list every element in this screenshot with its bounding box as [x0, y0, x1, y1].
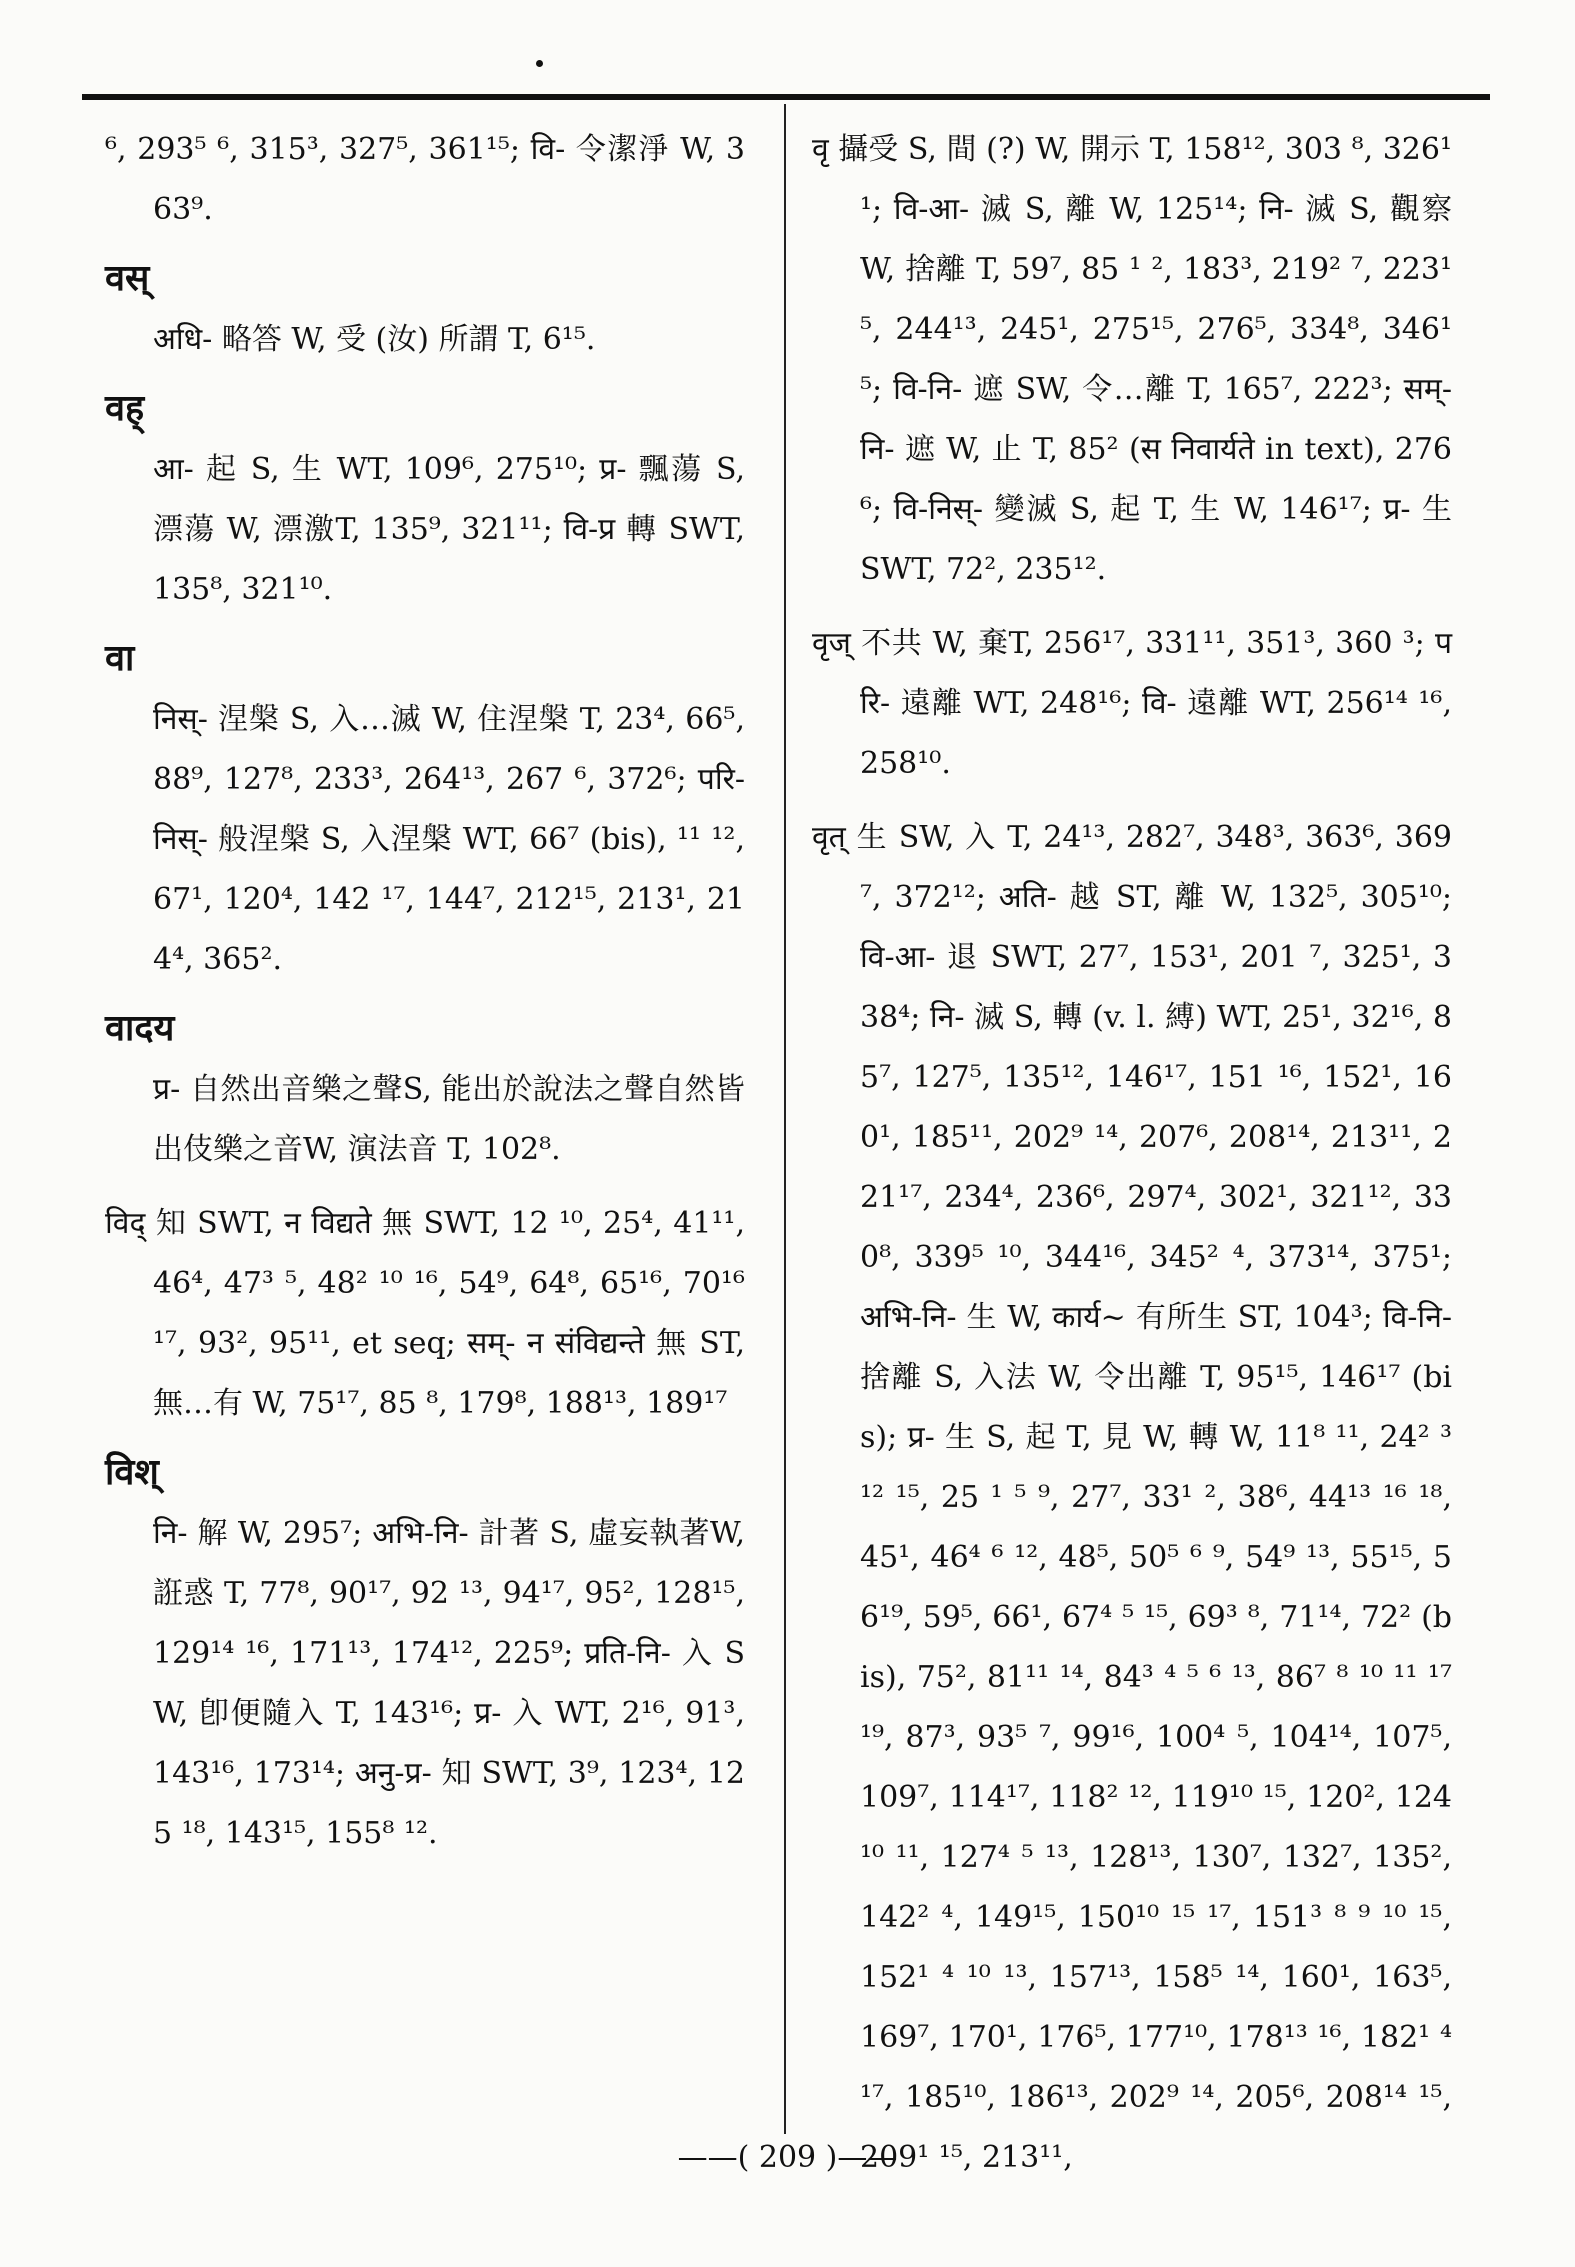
- entry-headword: वादय: [105, 1008, 175, 1049]
- right-column: [812, 120, 1452, 2202]
- entry-headword: विश्: [105, 1452, 159, 1493]
- entry-text: प्र- 自然出音樂之聲S, 能出於說法之聲自然皆出伎樂之音W, 演法音 T, 102⁸.: [153, 1072, 745, 1167]
- entry-text: वृ 攝受 S, 間 (?) W, 開示 T, 158¹², 303 ⁸, 326¹¹; वि-आ- 滅 S, 離 W, 125¹⁴; नि- 滅 S, 觀察 W, 捨離 T, 59⁷, 85 ¹ ², 183³, 219² ⁷, 223¹⁵, 244¹³, 245¹, 275¹⁵, 276⁵, 334⁸, 346¹ ⁵; वि-नि- 遮 SW, 令…離 T, 165⁷, 222³; सम्-नि- 遮 W, 止 T, 85² (स निवार्यते in text), 276 ⁶; वि-निस्- 變滅 S, 起 T, 生 W, 146¹⁷; प्र- 生 SWT, 72², 235¹².: [812, 132, 1452, 587]
- entry-text: विद् 知 SWT, न विद्यते 無 SWT, 12 ¹⁰, 25⁴, 41¹¹, 46⁴, 47³ ⁵, 48² ¹⁰ ¹⁶, 54⁹, 64⁸, 65¹⁶, 70¹⁶ ¹⁷, 93², 95¹¹, et seq; सम्- न संविद्यन्ते 無 ST, 無…有 W, 75¹⁷, 85 ⁸, 179⁸, 188¹³, 189¹⁷: [105, 1206, 745, 1421]
- entry-va: [105, 634, 745, 990]
- entry-vadaya: [105, 1004, 745, 1180]
- entry-vrj: [812, 614, 1452, 794]
- entry-vah: [105, 384, 745, 620]
- entry-headword: वस्: [105, 258, 150, 299]
- entry-vid: [105, 1194, 745, 1434]
- entry-vrt: [812, 808, 1452, 2188]
- entry-text: नि- 解 W, 295⁷; अभि-नि- 計著 S, 虛妄執著W, 誑惑 T, 77⁸, 90¹⁷, 92 ¹³, 94¹⁷, 95², 128¹⁵, 129¹⁴ ¹⁶, 171¹³, 174¹², 225⁹; प्रति-नि- 入 SW, 卽便隨入 T, 143¹⁶; प्र- 入 WT, 2¹⁶, 91³, 143¹⁶, 173¹⁴; अनु-प्र- 知 SWT, 3⁹, 123⁴, 125 ¹⁸, 143¹⁵, 155⁸ ¹².: [153, 1516, 745, 1851]
- entry-continuation: [105, 120, 745, 240]
- entry-vr: [812, 120, 1452, 600]
- entry-vis: [105, 1448, 745, 1864]
- entry-text: वृज् 不共 W, 棄T, 256¹⁷, 331¹¹, 351³, 360 ³; परि- 遠離 WT, 248¹⁶; वि- 遠離 WT, 256¹⁴ ¹⁶, 258¹⁰.: [812, 626, 1452, 781]
- entry-vas: [105, 254, 745, 370]
- header-rule: [82, 94, 1490, 100]
- print-dot: [536, 60, 543, 67]
- entry-headword: वा: [105, 638, 135, 679]
- entry-text: अधि- 略答 W, 受 (汝) 所謂 T, 6¹⁵.: [153, 322, 596, 357]
- entry-text: वृत् 生 SW, 入 T, 24¹³, 282⁷, 348³, 363⁶, 369⁷, 372¹²; अति- 越 ST, 離 W, 132⁵, 305¹⁰; वि-आ- 退 SWT, 27⁷, 153¹, 201 ⁷, 325¹, 338⁴; नि- 滅 S, 轉 (v. l. 縛) WT, 25¹, 32¹⁶, 85⁷, 127⁵, 135¹², 146¹⁷, 151 ¹⁶, 152¹, 160¹, 185¹¹, 202⁹ ¹⁴, 207⁶, 208¹⁴, 213¹¹, 221¹⁷, 234⁴, 236⁶, 297⁴, 302¹, 321¹², 330⁸, 339⁵ ¹⁰, 344¹⁶, 345² ⁴, 373¹⁴, 375¹; अभि-नि- 生 W, कार्य~ 有所生 ST, 104³; वि-नि- 捨離 S, 入法 W, 令出離 T, 95¹⁵, 146¹⁷ (bis); प्र- 生 S, 起 T, 見 W, 轉 W, 11⁸ ¹¹, 24² ³ ¹² ¹⁵, 25 ¹ ⁵ ⁹, 27⁷, 33¹ ², 38⁶, 44¹³ ¹⁶ ¹⁸, 45¹, 46⁴ ⁶ ¹², 48⁵, 50⁵ ⁶ ⁹, 54⁹ ¹³, 55¹⁵, 56¹⁹, 59⁵, 66¹, 67⁴ ⁵ ¹⁵, 69³ ⁸, 71¹⁴, 72² (bis), 75², 81¹¹ ¹⁴, 84³ ⁴ ⁵ ⁶ ¹³, 86⁷ ⁸ ¹⁰ ¹¹ ¹⁷ ¹⁹, 87³, 93⁵ ⁷, 99¹⁶, 100⁴ ⁵, 104¹⁴, 107⁵, 109⁷, 114¹⁷, 118² ¹², 119¹⁰ ¹⁵, 120², 124¹⁰ ¹¹, 127⁴ ⁵ ¹³, 128¹³, 130⁷, 132⁷, 135², 142² ⁴, 149¹⁵, 150¹⁰ ¹⁵ ¹⁷, 151³ ⁸ ⁹ ¹⁰ ¹⁵, 152¹ ⁴ ¹⁰ ¹³, 157¹³, 158⁵ ¹⁴, 160¹, 163⁵, 169⁷, 170¹, 176⁵, 177¹⁰, 178¹³ ¹⁶, 182¹ ⁴ ¹⁷, 185¹⁰, 186¹³, 202⁹ ¹⁴, 205⁶, 208¹⁴ ¹⁵, 209¹ ¹⁵, 213¹¹,: [812, 820, 1452, 2175]
- column-divider: [784, 104, 786, 2134]
- entry-text: निस्- 涅槃 S, 入…滅 W, 住涅槃 T, 23⁴, 66⁵, 88⁹, 127⁸, 233³, 264¹³, 267 ⁶, 372⁶; परि-निस्- 般涅槃 S, 入涅槃 WT, 66⁷ (bis), ¹¹ ¹², 67¹, 120⁴, 142 ¹⁷, 144⁷, 212¹⁵, 213¹, 214⁴, 365².: [153, 702, 745, 977]
- entry-text: आ- 起 S, 生 WT, 109⁶, 275¹⁰; प्र- 飄蕩 S, 漂蕩 W, 漂激T, 135⁹, 321¹¹; वि-प्र 轉 SWT, 135⁸, 321¹⁰.: [153, 452, 745, 607]
- left-column: [105, 120, 745, 1878]
- entry-text: ⁶, 293⁵ ⁶, 315³, 327⁵, 361¹⁵; वि- 令潔淨 W, 363⁹.: [105, 132, 745, 227]
- entry-headword: वह्: [105, 388, 145, 429]
- page-number: ——( 209 )——: [677, 2140, 898, 2175]
